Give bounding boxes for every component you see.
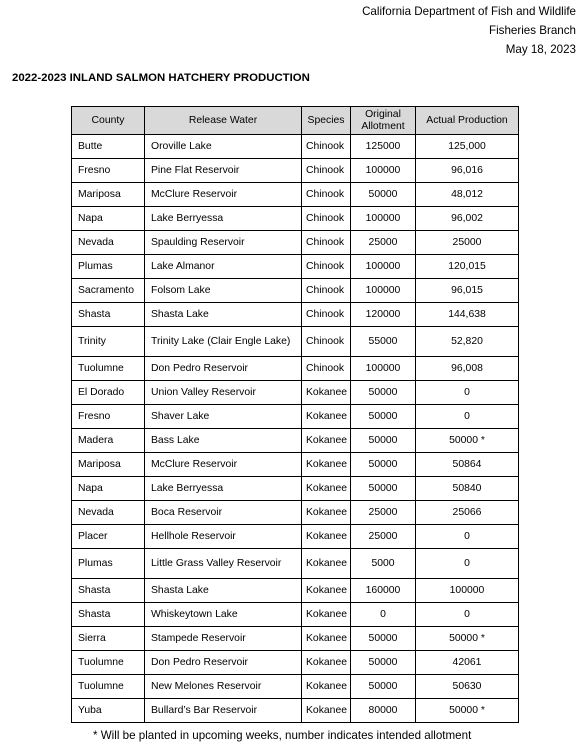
cell-release-water: Trinity Lake (Clair Engle Lake) [145, 327, 302, 357]
cell-species: Chinook [302, 159, 351, 183]
cell-original-allotment: 100000 [351, 207, 416, 231]
table-row [72, 327, 519, 357]
cell-species: Kokanee [302, 429, 351, 453]
table-row [72, 675, 519, 699]
cell-actual-production: 96,015 [416, 279, 519, 303]
cell-county: Napa [72, 477, 145, 501]
cell-actual-production: 48,012 [416, 183, 519, 207]
column-header-county: County [72, 107, 145, 135]
cell-species: Chinook [302, 183, 351, 207]
cell-county: Mariposa [72, 183, 145, 207]
cell-county: Madera [72, 429, 145, 453]
cell-species: Chinook [302, 135, 351, 159]
table-row [72, 135, 519, 159]
cell-release-water: Shasta Lake [145, 579, 302, 603]
cell-release-water: Shaver Lake [145, 405, 302, 429]
cell-release-water: New Melones Reservoir [145, 675, 302, 699]
table-row [72, 279, 519, 303]
cell-release-water: Boca Reservoir [145, 501, 302, 525]
cell-county: Napa [72, 207, 145, 231]
table-row [72, 501, 519, 525]
cell-species: Kokanee [302, 651, 351, 675]
cell-county: Nevada [72, 231, 145, 255]
cell-county: Shasta [72, 303, 145, 327]
table-row [72, 357, 519, 381]
cell-original-allotment: 50000 [351, 453, 416, 477]
table-header-row [72, 107, 519, 135]
cell-county: Tuolumne [72, 675, 145, 699]
cell-county: Sacramento [72, 279, 145, 303]
table-row [72, 381, 519, 405]
cell-county: Plumas [72, 255, 145, 279]
cell-actual-production: 50000 * [416, 699, 519, 723]
cell-actual-production: 0 [416, 525, 519, 549]
cell-species: Kokanee [302, 405, 351, 429]
cell-release-water: Don Pedro Reservoir [145, 357, 302, 381]
cell-species: Kokanee [302, 549, 351, 579]
cell-release-water: Stampede Reservoir [145, 627, 302, 651]
cell-county: Placer [72, 525, 145, 549]
cell-actual-production: 96,002 [416, 207, 519, 231]
cell-county: Plumas [72, 549, 145, 579]
cell-actual-production: 0 [416, 603, 519, 627]
cell-species: Kokanee [302, 603, 351, 627]
cell-actual-production: 50000 * [416, 429, 519, 453]
cell-release-water: Folsom Lake [145, 279, 302, 303]
cell-actual-production: 42061 [416, 651, 519, 675]
cell-original-allotment: 50000 [351, 183, 416, 207]
table-row [72, 231, 519, 255]
cell-county: Nevada [72, 501, 145, 525]
cell-species: Chinook [302, 327, 351, 357]
cell-actual-production: 25000 [416, 231, 519, 255]
cell-original-allotment: 80000 [351, 699, 416, 723]
table-row [72, 405, 519, 429]
cell-original-allotment: 50000 [351, 381, 416, 405]
table-row [72, 183, 519, 207]
footnote: * Will be planted in upcoming weeks, number indicates intended allotment [93, 729, 472, 742]
cell-county: Fresno [72, 159, 145, 183]
cell-actual-production: 50864 [416, 453, 519, 477]
cell-release-water: Spaulding Reservoir [145, 231, 302, 255]
cell-actual-production: 50630 [416, 675, 519, 699]
cell-actual-production: 25066 [416, 501, 519, 525]
document-title: 2022-2023 INLAND SALMON HATCHERY PRODUCTION [12, 72, 310, 84]
cell-county: Shasta [72, 603, 145, 627]
branch-name: Fisheries Branch [489, 24, 576, 37]
cell-species: Kokanee [302, 699, 351, 723]
column-header-species: Species [302, 107, 351, 135]
table-row [72, 651, 519, 675]
document-date: May 18, 2023 [505, 43, 576, 56]
cell-actual-production: 0 [416, 405, 519, 429]
cell-county: Yuba [72, 699, 145, 723]
cell-species: Kokanee [302, 477, 351, 501]
cell-actual-production: 0 [416, 549, 519, 579]
cell-original-allotment: 100000 [351, 159, 416, 183]
cell-release-water: Bass Lake [145, 429, 302, 453]
cell-species: Chinook [302, 279, 351, 303]
cell-county: Trinity [72, 327, 145, 357]
cell-species: Kokanee [302, 627, 351, 651]
cell-county: Fresno [72, 405, 145, 429]
cell-actual-production: 144,638 [416, 303, 519, 327]
cell-original-allotment: 50000 [351, 651, 416, 675]
cell-original-allotment: 50000 [351, 477, 416, 501]
cell-county: Butte [72, 135, 145, 159]
cell-county: Sierra [72, 627, 145, 651]
table-row [72, 453, 519, 477]
table-row [72, 627, 519, 651]
cell-original-allotment: 25000 [351, 231, 416, 255]
cell-species: Kokanee [302, 579, 351, 603]
cell-release-water: Lake Berryessa [145, 207, 302, 231]
cell-release-water: McClure Reservoir [145, 183, 302, 207]
cell-county: Tuolumne [72, 357, 145, 381]
column-header-original-allotment: Original Allotment [351, 107, 416, 135]
cell-original-allotment: 100000 [351, 279, 416, 303]
table-row [72, 603, 519, 627]
cell-release-water: Little Grass Valley Reservoir [145, 549, 302, 579]
cell-species: Kokanee [302, 453, 351, 477]
cell-original-allotment: 100000 [351, 255, 416, 279]
table-row [72, 207, 519, 231]
production-table [71, 106, 519, 723]
cell-original-allotment: 120000 [351, 303, 416, 327]
cell-actual-production: 50000 * [416, 627, 519, 651]
cell-species: Kokanee [302, 381, 351, 405]
table-row [72, 699, 519, 723]
cell-release-water: Lake Berryessa [145, 477, 302, 501]
cell-release-water: Bullard’s Bar Reservoir [145, 699, 302, 723]
cell-release-water: Lake Almanor [145, 255, 302, 279]
cell-actual-production: 0 [416, 381, 519, 405]
cell-release-water: Shasta Lake [145, 303, 302, 327]
table-row [72, 477, 519, 501]
table-row [72, 159, 519, 183]
cell-county: Mariposa [72, 453, 145, 477]
column-header-release-water: Release Water [145, 107, 302, 135]
cell-county: El Dorado [72, 381, 145, 405]
table-row [72, 549, 519, 579]
cell-release-water: Don Pedro Reservoir [145, 651, 302, 675]
cell-release-water: Union Valley Reservoir [145, 381, 302, 405]
table-row [72, 579, 519, 603]
cell-original-allotment: 50000 [351, 627, 416, 651]
cell-release-water: Oroville Lake [145, 135, 302, 159]
table-body [72, 135, 519, 723]
cell-species: Chinook [302, 207, 351, 231]
cell-actual-production: 120,015 [416, 255, 519, 279]
table-row [72, 255, 519, 279]
cell-release-water: Whiskeytown Lake [145, 603, 302, 627]
cell-actual-production: 50840 [416, 477, 519, 501]
cell-species: Kokanee [302, 675, 351, 699]
cell-actual-production: 96,016 [416, 159, 519, 183]
cell-original-allotment: 50000 [351, 675, 416, 699]
cell-release-water: Hellhole Reservoir [145, 525, 302, 549]
cell-species: Chinook [302, 303, 351, 327]
cell-actual-production: 100000 [416, 579, 519, 603]
cell-original-allotment: 125000 [351, 135, 416, 159]
cell-actual-production: 52,820 [416, 327, 519, 357]
cell-release-water: McClure Reservoir [145, 453, 302, 477]
cell-original-allotment: 0 [351, 603, 416, 627]
cell-original-allotment: 5000 [351, 549, 416, 579]
cell-release-water: Pine Flat Reservoir [145, 159, 302, 183]
cell-actual-production: 125,000 [416, 135, 519, 159]
cell-species: Chinook [302, 255, 351, 279]
cell-original-allotment: 50000 [351, 405, 416, 429]
table-row [72, 429, 519, 453]
cell-species: Chinook [302, 231, 351, 255]
cell-species: Kokanee [302, 501, 351, 525]
cell-actual-production: 96,008 [416, 357, 519, 381]
cell-original-allotment: 160000 [351, 579, 416, 603]
table-row [72, 525, 519, 549]
document-header [362, 2, 576, 59]
cell-county: Shasta [72, 579, 145, 603]
cell-original-allotment: 25000 [351, 501, 416, 525]
cell-original-allotment: 50000 [351, 429, 416, 453]
cell-species: Chinook [302, 357, 351, 381]
cell-original-allotment: 55000 [351, 327, 416, 357]
table-row [72, 303, 519, 327]
cell-species: Kokanee [302, 525, 351, 549]
column-header-actual-production: Actual Production [416, 107, 519, 135]
cell-county: Tuolumne [72, 651, 145, 675]
agency-name: California Department of Fish and Wildlife [362, 5, 576, 18]
cell-original-allotment: 25000 [351, 525, 416, 549]
cell-original-allotment: 100000 [351, 357, 416, 381]
